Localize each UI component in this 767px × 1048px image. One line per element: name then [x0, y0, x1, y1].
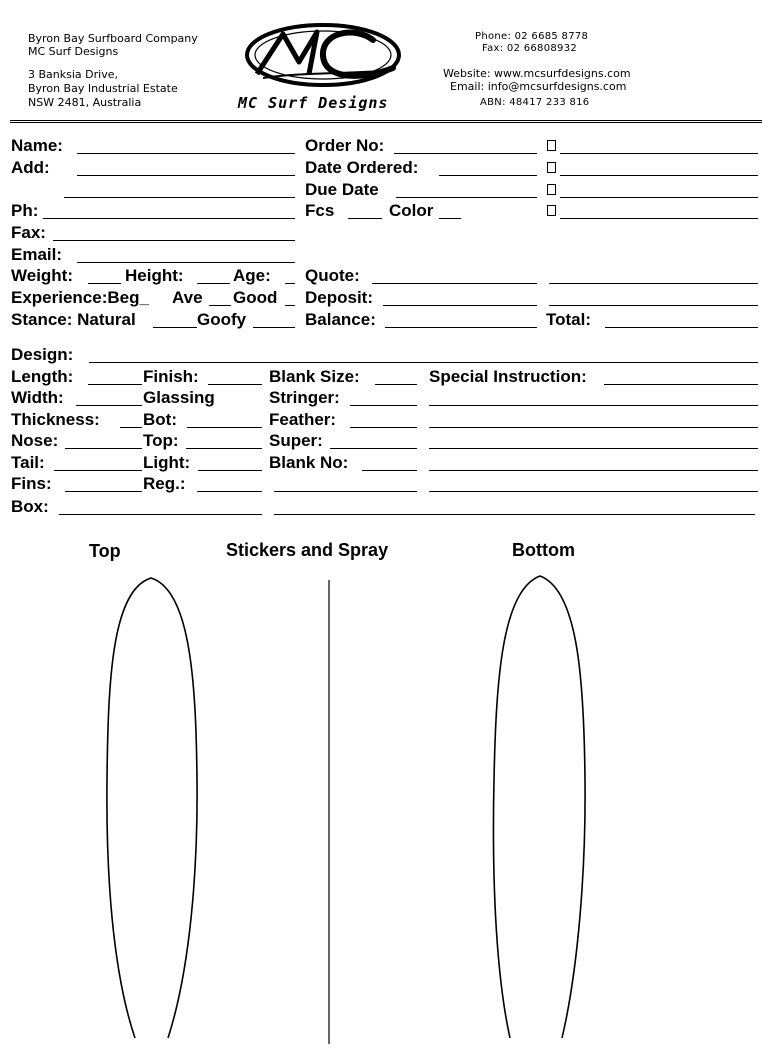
- checkbox-1-field[interactable]: [560, 153, 758, 154]
- label-add: Add:: [11, 158, 50, 177]
- label-feather: Feather:: [269, 410, 337, 429]
- label-thickness: Thickness:: [11, 410, 100, 429]
- stance-goofy-field[interactable]: [253, 327, 295, 328]
- label-height: Height:: [125, 266, 184, 285]
- email-field[interactable]: [77, 262, 295, 263]
- label-blank-no: Blank No:: [269, 453, 349, 472]
- logo-tagline: MC Surf Designs: [238, 94, 389, 112]
- label-deposit: Deposit:: [305, 288, 373, 307]
- label-stringer: Stringer:: [269, 388, 340, 407]
- bottom-board-outline: [493, 576, 585, 1038]
- experience-ave-field[interactable]: [209, 305, 231, 306]
- label-name: Name:: [11, 136, 63, 155]
- label-color: Color: [389, 201, 434, 220]
- section-stickers-title: Stickers and Spray: [226, 540, 389, 560]
- checkbox-4-field[interactable]: [560, 218, 758, 219]
- label-bot: Bot:: [143, 410, 177, 429]
- order-no-field[interactable]: [394, 153, 537, 154]
- top-board-outline: [107, 578, 197, 1038]
- feather-field[interactable]: [350, 427, 417, 428]
- name-field[interactable]: [77, 153, 295, 154]
- mc-logo: [243, 22, 403, 88]
- label-top: Top:: [143, 431, 179, 450]
- special-instruction-line-6[interactable]: [429, 491, 758, 492]
- checkbox-1[interactable]: [547, 140, 556, 151]
- blank-extra-field[interactable]: [274, 491, 417, 492]
- label-ph: Ph:: [11, 201, 39, 220]
- tail-field[interactable]: [54, 470, 142, 471]
- phone-field[interactable]: [43, 218, 295, 219]
- address-field-2[interactable]: [64, 197, 295, 198]
- label-special-instruction: Special Instruction:: [429, 367, 587, 386]
- reg-field[interactable]: [197, 491, 262, 492]
- section-bottom-title: Bottom: [512, 540, 575, 560]
- thickness-field[interactable]: [120, 427, 142, 428]
- label-fcs: Fcs: [305, 201, 335, 220]
- special-instruction-line-3[interactable]: [429, 427, 758, 428]
- label-weight: Weight:: [11, 266, 74, 285]
- special-instruction-line-5[interactable]: [429, 470, 758, 471]
- label-fins: Fins:: [11, 474, 52, 493]
- checkbox-3-field[interactable]: [560, 197, 758, 198]
- section-top-title: Top: [89, 541, 121, 561]
- deposit-extra-field[interactable]: [549, 305, 758, 306]
- address-field-1[interactable]: [77, 175, 295, 176]
- bot-field[interactable]: [187, 427, 262, 428]
- age-field[interactable]: [285, 283, 295, 284]
- address-line-3: NSW 2481, Australia: [28, 96, 142, 109]
- address-line-2: Byron Bay Industrial Estate: [28, 82, 178, 95]
- label-age: Age:: [233, 266, 271, 285]
- label-email: Email:: [11, 245, 63, 264]
- label-width: Width:: [11, 388, 64, 407]
- label-stance: Stance: Natural: [11, 310, 136, 329]
- box-extra-field[interactable]: [274, 514, 755, 515]
- label-goofy: Goofy: [197, 310, 247, 329]
- label-total: Total:: [546, 310, 592, 329]
- date-ordered-field[interactable]: [439, 175, 537, 176]
- label-tail: Tail:: [11, 453, 45, 472]
- label-box: Box:: [11, 497, 49, 516]
- label-balance: Balance:: [305, 310, 376, 329]
- label-blank-size: Blank Size:: [269, 367, 360, 386]
- fcs-field[interactable]: [348, 218, 382, 219]
- checkbox-4[interactable]: [547, 205, 556, 216]
- fax-field[interactable]: [53, 240, 295, 241]
- label-design: Design:: [11, 345, 74, 364]
- stringer-field[interactable]: [350, 405, 417, 406]
- length-field[interactable]: [88, 384, 142, 385]
- blank-no-field[interactable]: [362, 470, 417, 471]
- label-date-ordered: Date Ordered:: [305, 158, 419, 177]
- label-due-date: Due Date: [305, 180, 379, 199]
- super-field[interactable]: [330, 448, 417, 449]
- quote-field[interactable]: [372, 283, 537, 284]
- label-good: Good: [233, 288, 278, 307]
- label-experience: Experience:Beg_: [11, 288, 149, 307]
- height-field[interactable]: [197, 283, 230, 284]
- special-instruction-line-4[interactable]: [429, 448, 758, 449]
- checkbox-2-field[interactable]: [560, 175, 758, 176]
- weight-field[interactable]: [88, 283, 121, 284]
- special-instruction-field[interactable]: [604, 384, 758, 385]
- label-finish: Finish:: [143, 367, 199, 386]
- checkbox-2[interactable]: [547, 162, 556, 173]
- company-brand: MC Surf Designs: [28, 45, 119, 58]
- due-date-field[interactable]: [396, 197, 537, 198]
- experience-good-field[interactable]: [285, 305, 295, 306]
- top-field[interactable]: [186, 448, 262, 449]
- label-ave: Ave: [172, 288, 203, 307]
- light-field[interactable]: [198, 470, 262, 471]
- width-field[interactable]: [76, 405, 142, 406]
- label-length: Length:: [11, 367, 74, 386]
- label-order-no: Order No:: [305, 136, 385, 155]
- label-quote: Quote:: [305, 266, 360, 285]
- label-super: Super:: [269, 431, 323, 450]
- balance-field[interactable]: [385, 327, 537, 328]
- label-fax: Fax:: [11, 223, 46, 242]
- quote-extra-field[interactable]: [549, 283, 758, 284]
- header-divider: [10, 120, 762, 123]
- label-light: Light:: [143, 453, 191, 472]
- label-reg: Reg.:: [143, 474, 186, 493]
- color-field[interactable]: [439, 218, 461, 219]
- special-instruction-line-2[interactable]: [429, 405, 758, 406]
- email: Email: info@mcsurfdesigns.com: [450, 80, 627, 93]
- finish-field[interactable]: [208, 384, 262, 385]
- box-field[interactable]: [59, 514, 262, 515]
- total-field[interactable]: [605, 327, 758, 328]
- design-field[interactable]: [89, 362, 758, 363]
- fax: Fax: 02 66808932: [482, 43, 578, 54]
- deposit-field[interactable]: [383, 305, 537, 306]
- address-line-1: 3 Banksia Drive,: [28, 68, 118, 81]
- company-name: Byron Bay Surfboard Company: [28, 32, 198, 45]
- nose-field[interactable]: [65, 448, 142, 449]
- label-nose: Nose:: [11, 431, 59, 450]
- checkbox-3[interactable]: [547, 184, 556, 195]
- fins-field[interactable]: [65, 491, 142, 492]
- phone: Phone: 02 6685 8778: [475, 31, 589, 42]
- label-glassing: Glassing: [143, 388, 215, 407]
- abn: ABN: 48417 233 816: [480, 97, 590, 108]
- blank-size-field[interactable]: [375, 384, 417, 385]
- stance-natural-field[interactable]: [153, 327, 197, 328]
- website: Website: www.mcsurfdesigns.com: [443, 67, 631, 80]
- board-outline-area: [0, 570, 767, 1044]
